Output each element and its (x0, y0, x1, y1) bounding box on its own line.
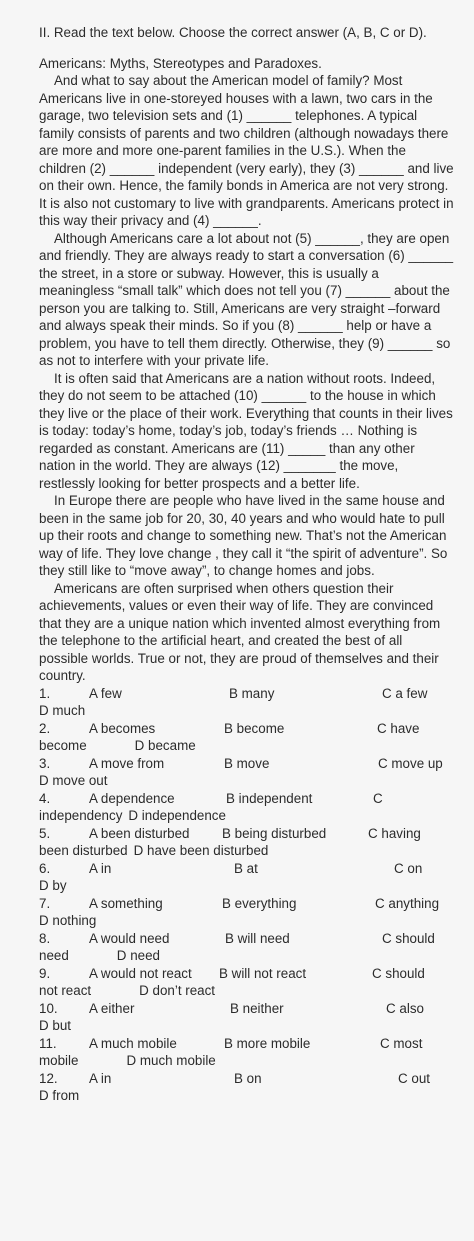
option-c-continued: not react (39, 982, 92, 998)
option-b: B move (224, 755, 270, 771)
question-number: 5. (39, 825, 51, 841)
question-number: 7. (39, 895, 51, 911)
option-c: C a few (382, 685, 428, 701)
question-row (39, 895, 454, 930)
option-b: B at (234, 860, 258, 876)
question-row (39, 965, 454, 1000)
option-c-continued: mobile (39, 1052, 79, 1068)
option-d: D much mobile (126, 1052, 216, 1068)
option-a: A becomes (89, 720, 156, 736)
option-c: C having (368, 825, 421, 841)
option-c: C on (394, 860, 423, 876)
option-b: B neither (230, 1000, 284, 1016)
question-number: 10. (39, 1000, 58, 1016)
question-row (39, 685, 454, 720)
option-c: C anything (375, 895, 440, 911)
question-row (39, 1070, 454, 1105)
option-d: D became (134, 737, 196, 753)
question-number: 3. (39, 755, 51, 771)
option-b: B will need (225, 930, 290, 946)
option-c: C should (382, 930, 435, 946)
instruction-heading: II. Read the text below. Choose the correct answer (A, B, C or D). (39, 25, 427, 40)
option-b: B everything (222, 895, 297, 911)
option-d: D but (39, 1017, 72, 1033)
answer-options-list (39, 685, 454, 1105)
option-b: B on (234, 1070, 262, 1086)
option-b: B many (229, 685, 275, 701)
option-b: B become (224, 720, 285, 736)
option-c-continued: become (39, 737, 87, 753)
option-a: A would need (89, 930, 170, 946)
option-c: C (373, 790, 383, 806)
option-d: D need (116, 947, 160, 963)
option-a: A something (89, 895, 163, 911)
question-number: 4. (39, 790, 51, 806)
question-row (39, 825, 454, 860)
question-number: 12. (39, 1070, 58, 1086)
question-row (39, 860, 454, 895)
question-number: 1. (39, 685, 51, 701)
question-row (39, 930, 454, 965)
option-b: B independent (226, 790, 313, 806)
option-d: D nothing (39, 912, 97, 928)
option-d: D don’t react (139, 982, 216, 998)
paragraph-2: Although Americans care a lot about not (5) ______, they are open and friendly. They are always ready to start a conversation (6) ______ the street, in a store or subway. However, this is usually a meaningless “small talk” which does not tell you (7) ______ about the person you are talking to. Still, Americans are very straight –forward and always speak their minds. So if you (8) ______ help or have a problem, you have to tell them directly. Otherwise, they (9) ______ so as not to interfere with your private life. (39, 230, 454, 368)
option-d: D move out (39, 772, 108, 788)
paragraph-4: In Europe there are people who have lived in the same house and been in the same job for 20, 30, 40 years and who would hate to pull up their roots and change to something new. That’s not the American way of life. They love change , they call it “the spirit of adventure”. So they still like to “move away”, to change homes and jobs. (39, 493, 448, 578)
option-a: A move from (89, 755, 165, 771)
option-b: B being disturbed (222, 825, 327, 841)
option-a: A in (89, 860, 112, 876)
question-number: 8. (39, 930, 51, 946)
option-d: D independence (128, 807, 226, 823)
option-a: A dependence (89, 790, 175, 806)
option-d: D much (39, 702, 86, 718)
question-number: 9. (39, 965, 51, 981)
paragraph-1: And what to say about the American model of family? Most Americans live in one-storeyed houses with a lawn, two cars in the garage, two television sets and (1) ______ telephones. A typical family consists of parents and two children (although nowadays there are more and more one-parent families in the U.S.). When the children (2) ______ independent (very early), they (3) ______ and live on their own. Hence, the family bonds in America are not very strong. It is also not customary to live with grandparents. Americans protect in this way their privacy and (4) ______. (39, 73, 454, 228)
question-number: 2. (39, 720, 51, 736)
option-a: A few (89, 685, 122, 701)
option-b: B will not react (219, 965, 307, 981)
option-a: A would not react (89, 965, 192, 981)
option-a: A in (89, 1070, 112, 1086)
paragraph-5: Americans are often surprised when others question their achievements, values or even their way of life. They are convinced that they are a unique nation which invented almost everything from the telephone to the artificial heart, and created the best of all possible worlds. True or not, they are proud of themselves and their country. (39, 580, 441, 683)
option-c: C have (377, 720, 420, 736)
option-a: A been disturbed (89, 825, 190, 841)
option-c-continued: independency (39, 807, 123, 823)
question-number: 6. (39, 860, 51, 876)
option-c-continued: been disturbed (39, 842, 128, 858)
option-a: A either (89, 1000, 135, 1016)
option-c: C also (386, 1000, 424, 1016)
question-row (39, 1000, 454, 1035)
question-row (39, 1035, 454, 1070)
option-c-continued: need (39, 947, 69, 963)
option-c: C move up (378, 755, 443, 771)
option-b: B more mobile (224, 1035, 311, 1051)
option-c: C should (372, 965, 425, 981)
question-number: 11. (39, 1035, 57, 1051)
option-c: C most (380, 1035, 423, 1051)
option-a: A much mobile (89, 1035, 177, 1051)
question-row (39, 720, 454, 755)
option-d: D by (39, 877, 67, 893)
paragraph-3: It is often said that Americans are a nation without roots. Indeed, they do not seem to be attached (10) ______ to the house in which they live or the place of their work. Everything that counts in their lives is today: today’s home, today’s job, today’s friends … Nothing is regarded as constant. Americans are (11) _____ than any other nation in the world. They are always (12) _______ the move, restlessly looking for better prospects and a better life. (39, 370, 453, 491)
option-d: D from (39, 1087, 80, 1103)
option-c: C out (398, 1070, 431, 1086)
question-row (39, 790, 454, 825)
text-title: Americans: Myths, Stereotypes and Paradoxes. (39, 56, 322, 71)
option-d: D have been disturbed (133, 842, 269, 858)
question-row (39, 755, 454, 790)
